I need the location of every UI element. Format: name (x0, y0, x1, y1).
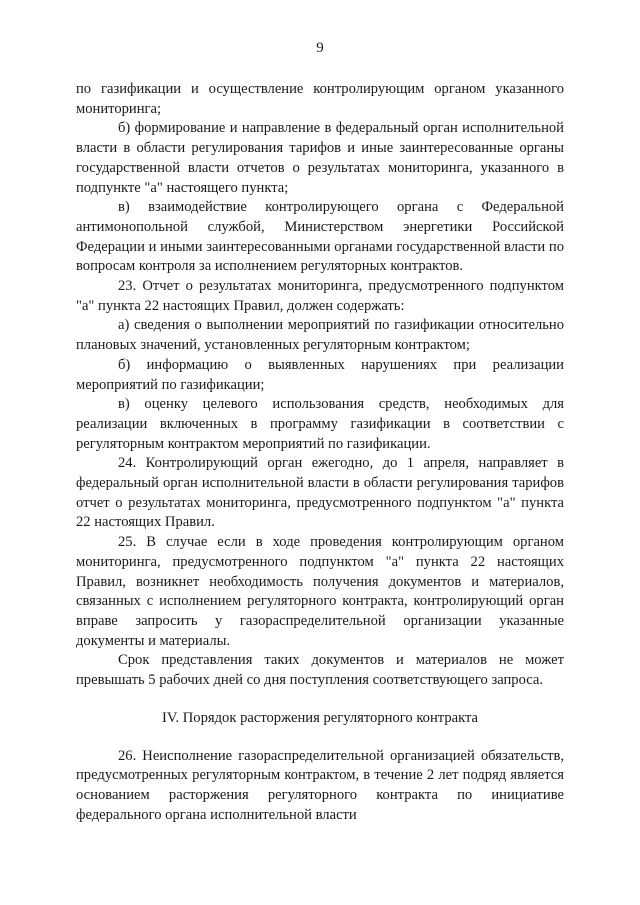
paragraph-25-deadline: Срок представления таких документов и материалов не может превышать 5 рабочих дней со дня поступления соответствующего запроса. (76, 652, 564, 689)
paragraph-23-a: а) сведения о выполнении мероприятий по газификации относительно плановых значений, установленных регуляторным контрактом; (76, 317, 564, 354)
paragraph-23-b: б) информацию о выявленных нарушениях при реализации мероприятий по газификации; (76, 356, 564, 393)
paragraph-continuation: по газификации и осуществление контролирующим органом указанного мониторинга; (76, 81, 564, 117)
paragraph-23-v: в) оценку целевого использования средств, необходимых для реализации включенных в программу газификации в соответствии с регуляторным контрактом мероприятий по газификации. (76, 396, 564, 452)
paragraph-22-b: б) формирование и направление в федеральный орган исполнительной власти в области регулирования тарифов и иные заинтересованные органы государственной власти отчетов о результатах мониторинга, указанного в подпункте "а" настоящего пункта; (76, 120, 564, 196)
document-body (76, 80, 564, 825)
page-number: 9 (316, 40, 324, 56)
paragraph-26: 26. Неисполнение газораспределительной организацией обязательств, предусмотренных регуляторным контрактом, в течение 2 лет подряд является основанием расторжения регуляторного контракта по инициативе федерального органа исполнительной власти (76, 747, 564, 823)
section-heading: IV. Порядок расторжения регуляторного контракта (161, 709, 479, 726)
paragraph-23: 23. Отчет о результатах мониторинга, предусмотренного подпунктом "а" пункта 22 настоящих Правил, должен содержать: (76, 278, 564, 314)
paragraph-22-v: в) взаимодействие контролирующего органа с Федеральной антимонопольной службой, Министерством энергетики Российской Федерации и иными заинтересованными органами государственной власти по вопросам контроля за исполнением регуляторных контрактов. (76, 199, 564, 275)
paragraph-25: 25. В случае если в ходе проведения контролирующим органом мониторинга, предусмотренного подпунктом "а" пункта 22 настоящих Правил, возникнет необходимость получения документов и материалов, связанных с исполнением регуляторного контракта, контролирующий орган вправе запросить у газораспределительной организации указанные документы и материалы. (76, 534, 564, 649)
paragraph-24: 24. Контролирующий орган ежегодно, до 1 апреля, направляет в федеральный орган исполнительной власти в области регулирования тарифов отчет о результатах мониторинга, предусмотренного подпунктом "а" пункта 22 настоящих Правил. (76, 455, 564, 531)
